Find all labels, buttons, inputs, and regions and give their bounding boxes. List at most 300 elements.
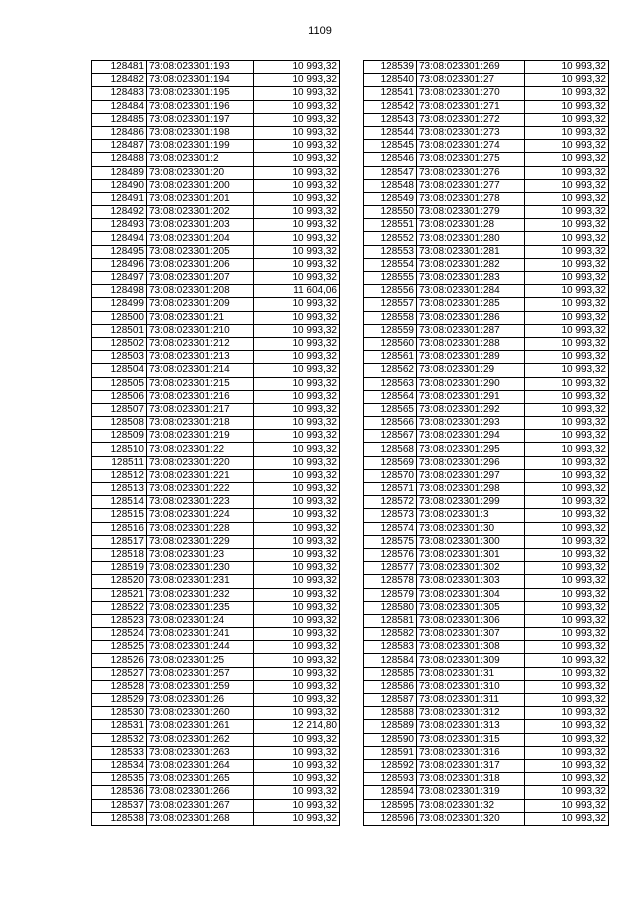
row-number-cell: 128487	[92, 140, 147, 153]
cadastral-value-cell: 10 993,32	[254, 522, 340, 535]
row-number-cell: 128510	[92, 443, 147, 456]
cadastral-number-cell: 73:08:023301:320	[417, 812, 525, 825]
row-number-cell: 128549	[364, 192, 417, 205]
cadastral-value-cell: 10 993,32	[525, 324, 609, 337]
table-row	[364, 179, 609, 192]
row-number-cell: 128481	[92, 61, 147, 74]
row-number-cell: 128499	[92, 298, 147, 311]
row-number-cell: 128519	[92, 562, 147, 575]
table-row	[364, 720, 609, 733]
table-row	[364, 680, 609, 693]
cadastral-value-cell: 10 993,32	[254, 667, 340, 680]
cadastral-value-cell: 10 993,32	[525, 417, 609, 430]
table-row	[92, 799, 340, 812]
cadastral-value-cell: 10 993,32	[525, 232, 609, 245]
table-row	[364, 206, 609, 219]
cadastral-number-cell: 73:08:023301:289	[417, 351, 525, 364]
row-number-cell: 128498	[92, 285, 147, 298]
row-number-cell: 128574	[364, 522, 417, 535]
table-row	[92, 324, 340, 337]
cadastral-number-cell: 73:08:023301:304	[417, 588, 525, 601]
row-number-cell: 128587	[364, 694, 417, 707]
cadastral-number-cell: 73:08:023301:278	[417, 192, 525, 205]
table-row	[364, 258, 609, 271]
row-number-cell: 128582	[364, 628, 417, 641]
cadastral-value-cell: 10 993,32	[525, 100, 609, 113]
row-number-cell: 128588	[364, 707, 417, 720]
cadastral-value-cell: 10 993,32	[525, 680, 609, 693]
row-number-cell: 128523	[92, 614, 147, 627]
row-number-cell: 128527	[92, 667, 147, 680]
table-row	[364, 219, 609, 232]
row-number-cell: 128548	[364, 179, 417, 192]
register-table-left	[91, 60, 340, 826]
cadastral-number-cell: 73:08:023301:259	[147, 680, 254, 693]
table-row	[92, 351, 340, 364]
table-row	[364, 522, 609, 535]
cadastral-value-cell: 10 993,32	[254, 324, 340, 337]
row-number-cell: 128535	[92, 773, 147, 786]
row-number-cell: 128512	[92, 469, 147, 482]
table-row	[92, 403, 340, 416]
row-number-cell: 128536	[92, 786, 147, 799]
cadastral-number-cell: 73:08:023301:271	[417, 100, 525, 113]
cadastral-number-cell: 73:08:023301:269	[417, 61, 525, 74]
table-row	[92, 153, 340, 166]
cadastral-number-cell: 73:08:023301:273	[417, 126, 525, 139]
cadastral-value-cell: 10 993,32	[254, 298, 340, 311]
cadastral-number-cell: 73:08:023301:216	[147, 390, 254, 403]
table-row	[92, 126, 340, 139]
table-row	[92, 667, 340, 680]
row-number-cell: 128578	[364, 575, 417, 588]
table-row	[364, 100, 609, 113]
row-number-cell: 128561	[364, 351, 417, 364]
cadastral-number-cell: 73:08:023301:268	[147, 812, 254, 825]
table-row	[92, 87, 340, 100]
row-number-cell: 128584	[364, 654, 417, 667]
table-row	[364, 430, 609, 443]
row-number-cell: 128486	[92, 126, 147, 139]
cadastral-value-cell: 10 993,32	[525, 522, 609, 535]
cadastral-number-cell: 73:08:023301:217	[147, 403, 254, 416]
table-row	[364, 311, 609, 324]
table-row	[364, 614, 609, 627]
row-number-cell: 128576	[364, 548, 417, 561]
cadastral-value-cell: 10 993,32	[254, 496, 340, 509]
table-row	[364, 324, 609, 337]
table-row	[92, 61, 340, 74]
row-number-cell: 128575	[364, 535, 417, 548]
cadastral-number-cell: 73:08:023301:215	[147, 377, 254, 390]
row-number-cell: 128595	[364, 799, 417, 812]
row-number-cell: 128504	[92, 364, 147, 377]
table-row	[364, 351, 609, 364]
cadastral-value-cell: 10 993,32	[525, 733, 609, 746]
cadastral-number-cell: 73:08:023301:199	[147, 140, 254, 153]
row-number-cell: 128562	[364, 364, 417, 377]
row-number-cell: 128483	[92, 87, 147, 100]
table-row	[364, 403, 609, 416]
table-row	[364, 601, 609, 614]
table-row	[92, 219, 340, 232]
cadastral-value-cell: 10 993,32	[525, 720, 609, 733]
row-number-cell: 128488	[92, 153, 147, 166]
cadastral-value-cell: 10 993,32	[525, 812, 609, 825]
row-number-cell: 128596	[364, 812, 417, 825]
table-row	[364, 641, 609, 654]
cadastral-number-cell: 73:08:023301:21	[147, 311, 254, 324]
row-number-cell: 128552	[364, 232, 417, 245]
cadastral-number-cell: 73:08:023301:219	[147, 430, 254, 443]
row-number-cell: 128590	[364, 733, 417, 746]
table-row	[364, 575, 609, 588]
cadastral-value-cell: 10 993,32	[254, 192, 340, 205]
cadastral-value-cell: 10 993,32	[254, 562, 340, 575]
cadastral-number-cell: 73:08:023301:311	[417, 694, 525, 707]
cadastral-value-cell: 10 993,32	[254, 232, 340, 245]
table-row	[92, 588, 340, 601]
row-number-cell: 128568	[364, 443, 417, 456]
cadastral-number-cell: 73:08:023301:201	[147, 192, 254, 205]
cadastral-number-cell: 73:08:023301:221	[147, 469, 254, 482]
cadastral-number-cell: 73:08:023301:222	[147, 483, 254, 496]
cadastral-value-cell: 10 993,32	[525, 601, 609, 614]
row-number-cell: 128583	[364, 641, 417, 654]
row-number-cell: 128497	[92, 272, 147, 285]
cadastral-value-cell: 10 993,32	[525, 179, 609, 192]
cadastral-value-cell: 10 993,32	[254, 575, 340, 588]
table-row	[92, 456, 340, 469]
table-row	[92, 746, 340, 759]
cadastral-number-cell: 73:08:023301:28	[417, 219, 525, 232]
cadastral-value-cell: 10 993,32	[525, 113, 609, 126]
cadastral-number-cell: 73:08:023301:241	[147, 628, 254, 641]
cadastral-value-cell: 10 993,32	[254, 469, 340, 482]
cadastral-value-cell: 10 993,32	[254, 166, 340, 179]
row-number-cell: 128569	[364, 456, 417, 469]
table-row	[92, 298, 340, 311]
cadastral-value-cell: 10 993,32	[525, 707, 609, 720]
table-row	[364, 192, 609, 205]
table-row	[92, 245, 340, 258]
table-row	[364, 694, 609, 707]
table-row	[92, 311, 340, 324]
cadastral-value-cell: 10 993,32	[254, 140, 340, 153]
row-number-cell: 128517	[92, 535, 147, 548]
table-row	[92, 100, 340, 113]
cadastral-number-cell: 73:08:023301:267	[147, 799, 254, 812]
cadastral-value-cell: 10 993,32	[525, 614, 609, 627]
table-row	[92, 364, 340, 377]
table-row	[92, 469, 340, 482]
table-row	[364, 61, 609, 74]
cadastral-value-cell: 10 993,32	[254, 417, 340, 430]
cadastral-number-cell: 73:08:023301:195	[147, 87, 254, 100]
row-number-cell: 128566	[364, 417, 417, 430]
cadastral-value-cell: 10 993,32	[525, 219, 609, 232]
table-row	[92, 720, 340, 733]
table-row	[92, 641, 340, 654]
cadastral-value-cell: 10 993,32	[525, 509, 609, 522]
table-row	[92, 614, 340, 627]
cadastral-value-cell: 10 993,32	[525, 206, 609, 219]
table-row	[92, 509, 340, 522]
cadastral-number-cell: 73:08:023301:196	[147, 100, 254, 113]
table-row	[92, 483, 340, 496]
table-row	[92, 232, 340, 245]
table-row	[364, 799, 609, 812]
cadastral-number-cell: 73:08:023301:318	[417, 773, 525, 786]
cadastral-number-cell: 73:08:023301:302	[417, 562, 525, 575]
cadastral-number-cell: 73:08:023301:235	[147, 601, 254, 614]
row-number-cell: 128540	[364, 74, 417, 87]
row-number-cell: 128492	[92, 206, 147, 219]
table-row	[92, 113, 340, 126]
row-number-cell: 128522	[92, 601, 147, 614]
table-row	[92, 390, 340, 403]
row-number-cell: 128589	[364, 720, 417, 733]
row-number-cell: 128533	[92, 746, 147, 759]
cadastral-value-cell: 10 993,32	[254, 588, 340, 601]
table-row	[364, 443, 609, 456]
cadastral-value-cell: 10 993,32	[254, 746, 340, 759]
cadastral-value-cell: 10 993,32	[254, 680, 340, 693]
table-row	[364, 166, 609, 179]
cadastral-number-cell: 73:08:023301:214	[147, 364, 254, 377]
cadastral-value-cell: 10 993,32	[254, 100, 340, 113]
row-number-cell: 128505	[92, 377, 147, 390]
cadastral-number-cell: 73:08:023301:24	[147, 614, 254, 627]
cadastral-value-cell: 10 993,32	[254, 694, 340, 707]
row-number-cell: 128521	[92, 588, 147, 601]
cadastral-value-cell: 10 993,32	[525, 641, 609, 654]
cadastral-value-cell: 10 993,32	[525, 548, 609, 561]
cadastral-value-cell: 10 993,32	[254, 641, 340, 654]
cadastral-value-cell: 10 993,32	[525, 469, 609, 482]
cadastral-number-cell: 73:08:023301:229	[147, 535, 254, 548]
cadastral-number-cell: 73:08:023301:257	[147, 667, 254, 680]
row-number-cell: 128513	[92, 483, 147, 496]
cadastral-value-cell: 10 993,32	[254, 535, 340, 548]
row-number-cell: 128490	[92, 179, 147, 192]
cadastral-number-cell: 73:08:023301:266	[147, 786, 254, 799]
cadastral-number-cell: 73:08:023301:200	[147, 179, 254, 192]
cadastral-value-cell: 10 993,32	[525, 628, 609, 641]
cadastral-number-cell: 73:08:023301:22	[147, 443, 254, 456]
table-row	[364, 232, 609, 245]
table-row	[364, 773, 609, 786]
table-row	[92, 179, 340, 192]
table-row	[364, 707, 609, 720]
cadastral-number-cell: 73:08:023301:283	[417, 272, 525, 285]
table-row	[364, 812, 609, 825]
cadastral-number-cell: 73:08:023301:197	[147, 113, 254, 126]
row-number-cell: 128550	[364, 206, 417, 219]
row-number-cell: 128518	[92, 548, 147, 561]
row-number-cell: 128508	[92, 417, 147, 430]
cadastral-number-cell: 73:08:023301:309	[417, 654, 525, 667]
row-number-cell: 128593	[364, 773, 417, 786]
cadastral-value-cell: 10 993,32	[525, 377, 609, 390]
cadastral-value-cell: 10 993,32	[525, 799, 609, 812]
table-row	[364, 126, 609, 139]
cadastral-number-cell: 73:08:023301:310	[417, 680, 525, 693]
table-row	[364, 535, 609, 548]
table-row	[364, 562, 609, 575]
table-row	[364, 153, 609, 166]
table-row	[92, 74, 340, 87]
cadastral-value-cell: 10 993,32	[525, 311, 609, 324]
row-number-cell: 128495	[92, 245, 147, 258]
row-number-cell: 128485	[92, 113, 147, 126]
cadastral-value-cell: 10 993,32	[254, 786, 340, 799]
cadastral-number-cell: 73:08:023301:272	[417, 113, 525, 126]
cadastral-value-cell: 10 993,32	[254, 548, 340, 561]
cadastral-number-cell: 73:08:023301:30	[417, 522, 525, 535]
cadastral-number-cell: 73:08:023301:218	[147, 417, 254, 430]
row-number-cell: 128528	[92, 680, 147, 693]
row-number-cell: 128580	[364, 601, 417, 614]
table-row	[364, 390, 609, 403]
cadastral-value-cell: 10 993,32	[525, 74, 609, 87]
cadastral-number-cell: 73:08:023301:32	[417, 799, 525, 812]
cadastral-value-cell: 10 993,32	[254, 87, 340, 100]
cadastral-value-cell: 10 993,32	[254, 219, 340, 232]
row-number-cell: 128489	[92, 166, 147, 179]
table-row	[92, 206, 340, 219]
cadastral-value-cell: 10 993,32	[254, 113, 340, 126]
row-number-cell: 128546	[364, 153, 417, 166]
cadastral-number-cell: 73:08:023301:260	[147, 707, 254, 720]
cadastral-value-cell: 10 993,32	[254, 351, 340, 364]
cadastral-value-cell: 10 993,32	[254, 337, 340, 350]
cadastral-number-cell: 73:08:023301:307	[417, 628, 525, 641]
table-row	[364, 628, 609, 641]
cadastral-value-cell: 10 993,32	[525, 694, 609, 707]
row-number-cell: 128539	[364, 61, 417, 74]
table-row	[92, 417, 340, 430]
cadastral-value-cell: 10 993,32	[254, 654, 340, 667]
row-number-cell: 128525	[92, 641, 147, 654]
cadastral-value-cell: 10 993,32	[525, 773, 609, 786]
table-row	[92, 258, 340, 271]
cadastral-number-cell: 73:08:023301:27	[417, 74, 525, 87]
cadastral-number-cell: 73:08:023301:297	[417, 469, 525, 482]
cadastral-value-cell: 10 993,32	[254, 430, 340, 443]
cadastral-value-cell: 10 993,32	[525, 759, 609, 772]
cadastral-number-cell: 73:08:023301:23	[147, 548, 254, 561]
cadastral-value-cell: 10 993,32	[254, 483, 340, 496]
table-row	[364, 285, 609, 298]
cadastral-number-cell: 73:08:023301:313	[417, 720, 525, 733]
table-row	[364, 483, 609, 496]
cadastral-number-cell: 73:08:023301:300	[417, 535, 525, 548]
cadastral-value-cell: 10 993,32	[254, 126, 340, 139]
cadastral-value-cell: 10 993,32	[525, 245, 609, 258]
row-number-cell: 128520	[92, 575, 147, 588]
row-number-cell: 128543	[364, 113, 417, 126]
cadastral-number-cell: 73:08:023301:281	[417, 245, 525, 258]
row-number-cell: 128557	[364, 298, 417, 311]
row-number-cell: 128565	[364, 403, 417, 416]
cadastral-value-cell: 10 993,32	[525, 258, 609, 271]
row-number-cell: 128545	[364, 140, 417, 153]
cadastral-number-cell: 73:08:023301:312	[417, 707, 525, 720]
table-row	[92, 812, 340, 825]
row-number-cell: 128491	[92, 192, 147, 205]
row-number-cell: 128534	[92, 759, 147, 772]
table-row	[92, 192, 340, 205]
table-row	[364, 786, 609, 799]
cadastral-number-cell: 73:08:023301:316	[417, 746, 525, 759]
table-row	[92, 759, 340, 772]
table-row	[364, 113, 609, 126]
cadastral-value-cell: 10 993,32	[525, 298, 609, 311]
row-number-cell: 128511	[92, 456, 147, 469]
cadastral-number-cell: 73:08:023301:194	[147, 74, 254, 87]
cadastral-number-cell: 73:08:023301:303	[417, 575, 525, 588]
cadastral-number-cell: 73:08:023301:301	[417, 548, 525, 561]
cadastral-value-cell: 10 993,32	[254, 206, 340, 219]
table-row	[92, 628, 340, 641]
table-row	[92, 443, 340, 456]
cadastral-value-cell: 10 993,32	[254, 443, 340, 456]
cadastral-number-cell: 73:08:023301:204	[147, 232, 254, 245]
cadastral-number-cell: 73:08:023301:220	[147, 456, 254, 469]
cadastral-number-cell: 73:08:023301:26	[147, 694, 254, 707]
cadastral-value-cell: 10 993,32	[254, 258, 340, 271]
cadastral-value-cell: 10 993,32	[254, 799, 340, 812]
row-number-cell: 128529	[92, 694, 147, 707]
cadastral-number-cell: 73:08:023301:230	[147, 562, 254, 575]
cadastral-number-cell: 73:08:023301:277	[417, 179, 525, 192]
cadastral-value-cell: 10 993,32	[525, 746, 609, 759]
cadastral-number-cell: 73:08:023301:299	[417, 496, 525, 509]
cadastral-number-cell: 73:08:023301:298	[417, 483, 525, 496]
table-row	[364, 667, 609, 680]
cadastral-number-cell: 73:08:023301:231	[147, 575, 254, 588]
row-number-cell: 128547	[364, 166, 417, 179]
cadastral-number-cell: 73:08:023301:224	[147, 509, 254, 522]
cadastral-value-cell: 10 993,32	[254, 403, 340, 416]
table-row	[92, 272, 340, 285]
row-number-cell: 128567	[364, 430, 417, 443]
table-row	[364, 377, 609, 390]
cadastral-number-cell: 73:08:023301:265	[147, 773, 254, 786]
row-number-cell: 128572	[364, 496, 417, 509]
cadastral-value-cell: 10 993,32	[254, 61, 340, 74]
cadastral-value-cell: 10 993,32	[254, 509, 340, 522]
cadastral-value-cell: 10 993,32	[525, 337, 609, 350]
row-number-cell: 128558	[364, 311, 417, 324]
cadastral-number-cell: 73:08:023301:29	[417, 364, 525, 377]
cadastral-number-cell: 73:08:023301:210	[147, 324, 254, 337]
cadastral-value-cell: 10 993,32	[525, 126, 609, 139]
row-number-cell: 128560	[364, 337, 417, 350]
table-row	[364, 74, 609, 87]
table-row	[364, 733, 609, 746]
row-number-cell: 128571	[364, 483, 417, 496]
cadastral-value-cell: 10 993,32	[525, 166, 609, 179]
table-row	[92, 575, 340, 588]
cadastral-value-cell: 10 993,32	[525, 153, 609, 166]
row-number-cell: 128592	[364, 759, 417, 772]
table-row	[364, 140, 609, 153]
cadastral-value-cell: 10 993,32	[254, 456, 340, 469]
cadastral-value-cell: 10 993,32	[525, 443, 609, 456]
row-number-cell: 128555	[364, 272, 417, 285]
